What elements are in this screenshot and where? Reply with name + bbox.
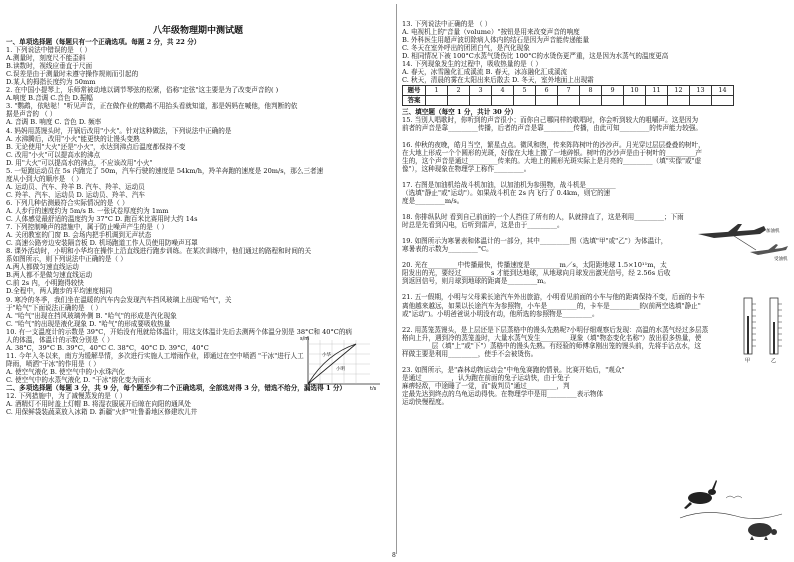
left_lines-line: C. 羚羊、汽车、运动员 D. 运动员、羚羊、汽车	[6, 190, 146, 199]
left_lines-line: A. "哈气"出现在挡风玻璃外侧 B. "哈气"的形成是汽化现象	[6, 311, 177, 320]
answer-cell[interactable]	[690, 96, 712, 106]
right_lines_bottom-line: 时总是先看到闪电，后听到雷声，这是由于_________。	[402, 221, 564, 230]
graph-label-xiaoming: 小明	[336, 367, 345, 372]
right_lines_bottom-line: 23. 如图所示，是"森林动物运动会"中龟兔赛跑的情景。比赛开始后，"观众"	[402, 365, 625, 374]
graph-xlabel: t/s	[370, 386, 377, 390]
right_lines_top-line: 14. 下列现象发生的过程中，吸收热量的是（ ）	[402, 60, 542, 69]
answer-col-3: 3	[470, 86, 492, 96]
right_lines_bottom-line: 是通过_________，认为跑在前面的兔子运动快，由于兔子	[402, 373, 571, 382]
left_lines-line: B. 无论使用"大火"还是"小火"，水达到沸点后温度都保持不变	[6, 142, 186, 151]
left_lines-line: 系如图所示，则下列说法中正确的是（ ）	[6, 255, 127, 264]
answer-cell[interactable]	[470, 96, 492, 106]
left_lines-line: 人的体温，体温计的示数分别是（ ）	[6, 335, 114, 344]
refuel-hose	[734, 236, 756, 250]
right_lines_bottom-line: 19. 如图所示为寒暑表和体温计的一部分，其中_________图（选填"甲"或"乙"）为体温计，	[402, 237, 668, 246]
answer-table-answer-row	[403, 96, 734, 106]
answer-cell[interactable]	[712, 96, 734, 106]
right_lines_bottom-line	[402, 173, 790, 181]
left_lines-line: C. 改用"小火"可以提高水的沸点	[6, 150, 101, 159]
answer-col-14: 14	[712, 86, 734, 96]
answer-col-9: 9	[602, 86, 624, 96]
right_lines_bottom-line: 格向上升，遇到冷的蒸笼盖时，大量水蒸气发生_________现象（填"物态变化名称"）放出很多热量，使	[402, 333, 702, 342]
answer-cell[interactable]	[514, 96, 536, 106]
answer-cell[interactable]	[536, 96, 558, 106]
answer-table-header-number: 题号	[403, 86, 426, 96]
answer-col-6: 6	[536, 86, 558, 96]
answer-col-1: 1	[426, 86, 448, 96]
left_lines-line: 3. "鹦鹉，依哒哒！"听见声音，正在做作业的鹦鹉不用抬头看就知道，那是妈妈在喊他，他判断的依	[6, 102, 298, 111]
left_lines-line: A.两人都做匀速直线运动	[6, 263, 79, 272]
right_lines_bottom-line	[402, 285, 790, 293]
answer-table-number-row	[403, 86, 734, 96]
tanker-plane-icon	[698, 224, 766, 238]
left_lines-line: C. 用保鲜袋装蔬菜放入冰箱 D. 新疆"火炉"吐鲁番地区修建坎儿井	[6, 408, 198, 417]
right_lines_bottom-line: 定最先达到终点的乌龟运动得快。在物理学中是用_________表示物体	[402, 390, 604, 399]
right-question-list-top	[402, 20, 790, 84]
answer-cell[interactable]	[580, 96, 602, 106]
right_lines_bottom-line: 阳发出的光，要经过_________s 才能到达地球，从地球向月球发出激光信号，经 2.56s 后收	[402, 269, 671, 278]
left_lines-line: A. 酒精灯不用时盖上灯帽 B. 将湿衣服展开后晾在向阳的通风处	[6, 400, 191, 409]
right_lines_top-line: B. 外科医生用超声波切除病人体内的结石是因为声音能传递能量	[402, 36, 590, 45]
left_lines-line: C. 使空气中的水蒸气液化 D. "干冰"熔化变为雨水	[6, 375, 152, 384]
answer-table	[402, 85, 734, 106]
right_lines_bottom-line: 20. 光在_________中传播最快，传播速度是_________m／s，太阳距地球 1.5×10¹¹m，太	[402, 261, 667, 270]
left_lines-line: 9. 寒冷的冬季，我们坐在温暖的汽车内会发现汽车挡风玻璃上出现"哈气"，关	[6, 295, 232, 304]
answer-cell[interactable]	[646, 96, 668, 106]
right_lines_bottom-line: 像"），这种现象在物理学上称作_________。	[402, 164, 531, 173]
answer-col-10: 10	[624, 86, 646, 96]
graph-grid	[308, 340, 370, 384]
answer-cell[interactable]	[448, 96, 470, 106]
right_lines_top-line: C. 冬天在室外呼出的团团白气，是汽化现象	[402, 44, 530, 53]
right_lines_bottom-line	[402, 133, 790, 141]
left_lines-line: A. 音调 B. 响度 C. 音色 D. 频率	[6, 118, 102, 127]
answer-cell[interactable]	[426, 96, 448, 106]
right_lines_top-line: C. 秋天，清晨的雾在太阳出来后散去 D. 冬天，室外地面上出现霜	[402, 76, 594, 85]
answer-cell[interactable]	[668, 96, 690, 106]
left_lines-line: 一、单项选择题（每题只有一个正确选项。每题 2 分，共 22 分）	[6, 38, 201, 46]
left_lines-line: D. 用"大火"可以提高水的沸点，不应该改用"小火"	[6, 158, 153, 167]
right_lines_bottom-line: （选填"静止"或"运动"）。如果战斗机在 2s 内飞行了 0.4km，则它的速	[402, 188, 611, 197]
label-yi: 乙	[771, 358, 777, 364]
left_lines-line: 4. 妈妈用蒸馒头时，开锅后改用"小火"。针对这种做法，下列说法中正确的是	[6, 126, 232, 135]
left_lines-line: 6. 下列几种估测最符合实际情况的是（ ）	[6, 198, 129, 207]
right_lines_bottom-line: 到返回信号，则月球到地球的距离是_________m。	[402, 277, 551, 286]
left_lines-line: 据是声音的 （ ）	[6, 110, 57, 119]
left_lines-line: C.前 2s 内，小明跑得较快	[6, 279, 85, 288]
right_lines_bottom-line: 麻痹轻敌，中途睡了一觉，而"裁判员"通过_________，判	[402, 381, 570, 390]
distance-time-graph	[300, 334, 384, 390]
page-number: 8	[392, 552, 396, 559]
left_lines-line: 1. 下列说法中错误的是 （ ）	[6, 46, 92, 55]
left_lines-line: 7. 下列控制噪声的措施中，属于防止噪声产生的是（ ）	[6, 223, 169, 232]
right_lines_top-line: 13. 下列说法中正确的是 （ ）	[402, 20, 492, 28]
right_lines_bottom-line: 三、填空题（每空 1 分，共计 30 分）	[402, 108, 518, 117]
right_lines_bottom-line	[402, 358, 790, 366]
left_lines-line: B.两人都不是做匀速直线运动	[6, 271, 93, 280]
answer-cell[interactable]	[602, 96, 624, 106]
right_lines_bottom-line: 寒暑表的示数为_________°C。	[402, 245, 493, 254]
right_lines_bottom-line: 在大地上形成一个个圆形的光斑，好像在大地上撒了一地碎银。树叶的沙沙声是由于树叶的_________产	[402, 148, 703, 157]
right_lines_bottom-line: 生的，这个声音是通过_________传来的。大地上的圆形光斑实际上是月亮的_________（填"实像"或"虚	[402, 156, 702, 165]
right_lines_bottom-line: 21. 五一假期，小明与父母乘长途汽车外出旅游，小明看见前面的小车与他的距离保持不变，后面的卡车	[402, 293, 705, 302]
left_lines-line: A. 关闭教室的门窗 B. 会场内把手机调到无声状态	[6, 231, 152, 240]
right_lines_bottom-line: 离他越来越远，如果以长途汽车为参照物，小车是_________的，卡车是_________的(前两空选填"静止"	[402, 301, 701, 310]
left_lines-line: A. 运动员、汽车、羚羊 B. 汽车、羚羊、运动员	[6, 182, 145, 191]
left_lines-line: 11. 今年入冬以来，南方为缓解旱情，多次进行实施人工增雨作业，即通过在空中喷洒 "干冰"进行人工	[6, 351, 304, 360]
right_lines_bottom-line: 16. 仲秋的夜晚，皓月当空，繁星点点。微风和煦，传来阵阵树叶的沙沙声。月光穿过层层叠叠的树叶，	[402, 140, 705, 149]
left_lines-line: C. 高速公路旁边安装隔音板 D. 机场跑道工作人员使用防噪声耳罩	[6, 239, 198, 248]
left_lines-line: C. "哈气"的出现是液化现象 D. "哈气"的形成要吸收热量	[6, 319, 171, 328]
left_lines-line: A. 人步行的速度约为 5m/s B. 一张试卷厚度约为 1mm	[6, 206, 169, 215]
cloud-icon	[726, 496, 742, 498]
left_lines-line: 二、多项选择题（每题 3 分，共 9 分，每个题至少有二个正确选项，全部选对得 3 分，错选不给分，漏选得 1 分）	[6, 384, 347, 393]
answer-col-4: 4	[492, 86, 514, 96]
answer-col-5: 5	[514, 86, 536, 96]
label-jia: 甲	[745, 358, 751, 364]
ground-line	[680, 512, 782, 518]
tortoise-icon	[748, 523, 777, 540]
right_lines_bottom-line: 18. 你排纵队时 看到自己前面的一个人挡住了所有的人，队就排直了，这是利用_________；下雨	[402, 212, 684, 221]
left_lines-line: 12. 下列措施中，为了减慢蒸发的是（ ）	[6, 392, 127, 401]
thermometers-figure	[734, 296, 792, 364]
right_lines_bottom-line: 运动快慢程度。	[402, 398, 449, 407]
right_lines_bottom-line: 15. 当别人唱歌时，你听到的声音很小；而你自己哪同样的歌唱时，你会听到较大的咀嚼声。这是因为	[402, 116, 699, 125]
left_lines-line: A. 38°C，39°C B. 39°C，40°C C. 38°C，40°C D. 39°C，40°C	[6, 343, 209, 352]
label-fighter: 受油机	[774, 257, 788, 262]
left_lines-line: A. 使空气液化 B. 使空气中的小水珠汽化	[6, 367, 125, 376]
answer-col-12: 12	[668, 86, 690, 96]
right_lines_bottom-line: 样做主要是利用_________，使手不会被烫伤。	[402, 349, 538, 358]
left_lines-line: A. 水沸腾后，改用"小火"能更快的让馒头变熟	[6, 134, 140, 143]
label-tanker: 加油机	[766, 229, 780, 234]
right_lines_bottom-line	[402, 318, 790, 326]
graph-label-xiaohua: 小华	[322, 353, 331, 358]
graph-ylabel: s/m	[300, 336, 310, 342]
left_lines-line: 度从小到大的顺序是 （ ）	[6, 174, 83, 183]
tortoise-hare-figure	[676, 478, 786, 548]
left_lines-line: 8. 课外活动时，小明和小华均在操作上沿直线进行跑步训练。在某次训练中，他们通过的路程和时间的关	[6, 247, 312, 256]
left_lines-line: 5. 一短跑运动员在 5s 内跑完了 50m，汽车行驶的速度是 54km/h，羚羊奔跑的速度是 20m/s，那么三者速	[6, 166, 324, 175]
column-divider	[396, 4, 397, 554]
answer-table-header-answer: 答案	[403, 96, 426, 106]
left_lines-line: C.误差是由于测量时未遵守操作规则而引起的	[6, 70, 139, 79]
left_lines-line: 降雨，喷洒"干冰"的作用是（ ）	[6, 359, 100, 368]
right_lines_bottom-line: 或"运动")。小明爸爸说小明没有动，他所选的参照物是_________。	[402, 309, 599, 318]
answer-col-11: 11	[646, 86, 668, 96]
hare-icon	[684, 480, 717, 509]
right_lines_top-line: A. 春天，冰雪融化汇成溪流 B. 春天，冰冻融化汇成溪流	[402, 68, 568, 77]
answer-col-2: 2	[448, 86, 470, 96]
right_lines_bottom-line: 22. 用蒸笼蒸馒头，是上层还是下层蒸格中的馒头先熟呢?小明仔细观察后发现：高温的水蒸气经过多层蒸	[402, 325, 709, 334]
left_lines-line: 10. 有一支温度计的示数是 39°C，开始没有甩就给体温计，用这支体温计先后去测两个体温分别是 38°C和 40°C的病	[6, 327, 353, 336]
right_lines_bottom-line: 前者的声音是靠_________传播，后者的声音是靠_________传播，由此可知_________的传声能力较强。	[402, 124, 703, 133]
answer-cell[interactable]	[624, 96, 646, 106]
answer-col-13: 13	[690, 86, 712, 96]
left_lines-line: A.响度 B.音调 C.音色 D.振幅	[6, 94, 93, 103]
right-column	[402, 0, 790, 406]
left_lines-line: D.全程中，两人跑步的平均速度相同	[6, 287, 113, 296]
right_lines_bottom-line: 度是_________m/s。	[402, 196, 464, 205]
right_lines_top-line: D. 相同情况下被 100°C水蒸气烫伤比 100°C的水烫伤更严重，这是因为水蒸气的温度更高	[402, 52, 669, 61]
left_lines-line: D.某人的拇指长度约为 50mm	[6, 78, 96, 87]
refueling-planes-figure	[694, 222, 790, 262]
left_lines-line: C. 人体感觉最舒适的温度约为 37°C D. 跑百米比赛用时大约 14s	[6, 215, 198, 224]
left_lines-line: B.读数时，视线应垂直于尺面	[6, 62, 93, 71]
right_lines_top-line: A. 电视机上的"音量（volume）"按钮是用来改变声音的响度	[402, 28, 580, 37]
right_lines_bottom-line: 17. 右图是加油机给战斗机加油，以加油机为参照物，战斗机是_________	[402, 180, 616, 189]
answer-cell[interactable]	[558, 96, 580, 106]
left_lines-line: A.测量时，刻度尺不能歪斜	[6, 54, 86, 63]
answer-col-8: 8	[580, 86, 602, 96]
left_lines-line: 2. 在中国小提琴上，乐师常被动地以调节琴弦的松紧，俗称"定弦"这主要是为了改变声音的( )	[6, 86, 279, 95]
answer-cell[interactable]	[492, 96, 514, 106]
page-title: 八年级物理期中测试题	[152, 26, 243, 36]
left_lines-line: 于"哈气"下面说法正确的是 （ ）	[6, 303, 102, 312]
answer-col-7: 7	[558, 86, 580, 96]
right_lines_bottom-line: _________层（填"上"或"下"）蒸格中的馒头先熟。有经验的师傅拿刚出笼的馒头前，先将手沾点水，这	[402, 341, 701, 350]
right_lines_bottom-line	[402, 205, 790, 213]
